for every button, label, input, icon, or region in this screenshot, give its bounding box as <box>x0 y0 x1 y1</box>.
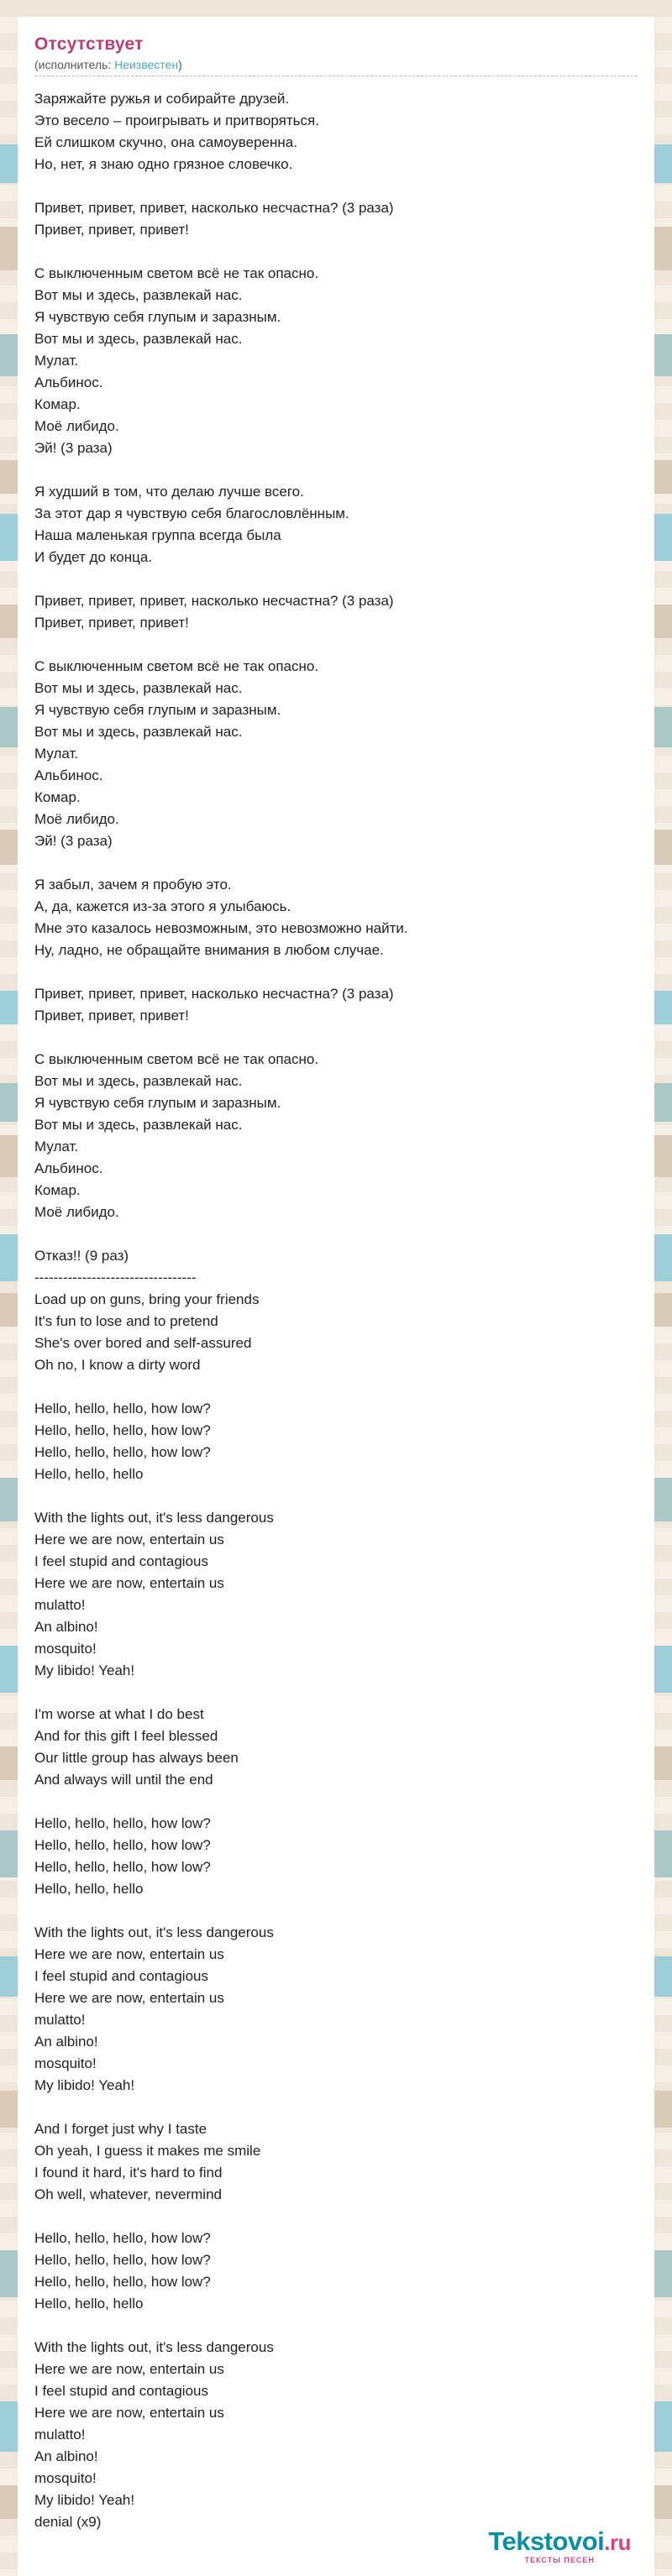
performer-suffix: ) <box>178 58 182 71</box>
lyrics-card <box>18 17 654 2576</box>
lyrics-text: Заряжайте ружья и собирайте друзей. Это весело – проигрывать и притворяться. Ей слишком скучно, она самоуверенна. Но, нет, я знаю одно грязное словечко. Привет, привет, привет, насколько несчастна? (3 раза) Привет, привет, привет! С выключенным светом всё не так опасно. Вот мы и здесь, развлекай нас. Я чувствую себя глупым и заразным. Вот мы и здесь, развлекай нас. Мулат. Альбинос. Комар. Моё либидо. Эй! (3 раза) Я худший в том, что делаю лучше всего. За этот дар я чувствую себя благословлённым. Наша маленькая группа всегда была И будет до конца. Привет, привет, привет, насколько несчастна? (3 раза) Привет, привет, привет! С выключенным светом всё не так опасно. Вот мы и здесь, развлекай нас. Я чувствую себя глупым и заразным. Вот мы и здесь, развлекай нас. Мулат. Альбинос. Комар. Моё либидо. Эй! (3 раза) Я забыл, зачем я пробую это. А, да, кажется из-за этого я улыбаюсь. Мне это казалось невозможным, это невозможно найти. Ну, ладно, не обращайте внимания в любом случае. Привет, привет, привет, насколько несчастна? (3 раза) Привет, привет, привет! С выключенным светом всё не так опасно. Вот мы и здесь, развлекай нас. Я чувствую себя глупым и заразным. Вот мы и здесь, развлекай нас. Мулат. Альбинос. Комар. Моё либидо. Отказ!! (9 раз) ---------------------------------- Load up on guns, bring your friends It's fun to lose and to pretend She's over bored and self-assured Oh no, I know a dirty word Hello, hello, hello, how low? Hello, hello, hello, how low? Hello, hello, hello, how low? Hello, hello, hello With the lights out, it's less dangerous Here we are now, entertain us I feel stupid and contagious Here we are now, entertain us mulatto! An albino! mosquito! My libido! Yeah! I'm worse at what I do best And for this gift I feel blessed Our little group has always been And always will until the end Hello, hello, hello, how low? Hello, hello, hello, how low? Hello, hello, hello, how low? Hello, hello, hello With the lights out, it's less dangerous Here we are now, entertain us I feel stupid and contagious Here we are now, entertain us mulatto! An albino! mosquito! My libido! Yeah! And I forget just why I taste Oh yeah, I guess it makes me smile I found it hard, it's hard to find Oh well, whatever, nevermind Hello, hello, hello, how low? Hello, hello, hello, how low? Hello, hello, hello, how low? Hello, hello, hello With the lights out, it's less dangerous Here we are now, entertain us I feel stupid and contagious Here we are now, entertain us mulatto! An albino! mosquito! My libido! Yeah! denial (x9) <box>34 91 408 2530</box>
song-title: Отсутствует <box>34 34 144 54</box>
performer-prefix: (исполнитель: <box>34 58 115 71</box>
logo-tld: .ru <box>604 2530 631 2555</box>
site-logo[interactable] <box>488 2528 631 2564</box>
performer-line <box>34 58 638 76</box>
logo-tagline: ТЕКСТЫ ПЕСЕН <box>524 2556 595 2564</box>
logo-name: Tekstovoi <box>488 2526 605 2556</box>
artist-link[interactable]: Неизвестен <box>114 58 179 71</box>
